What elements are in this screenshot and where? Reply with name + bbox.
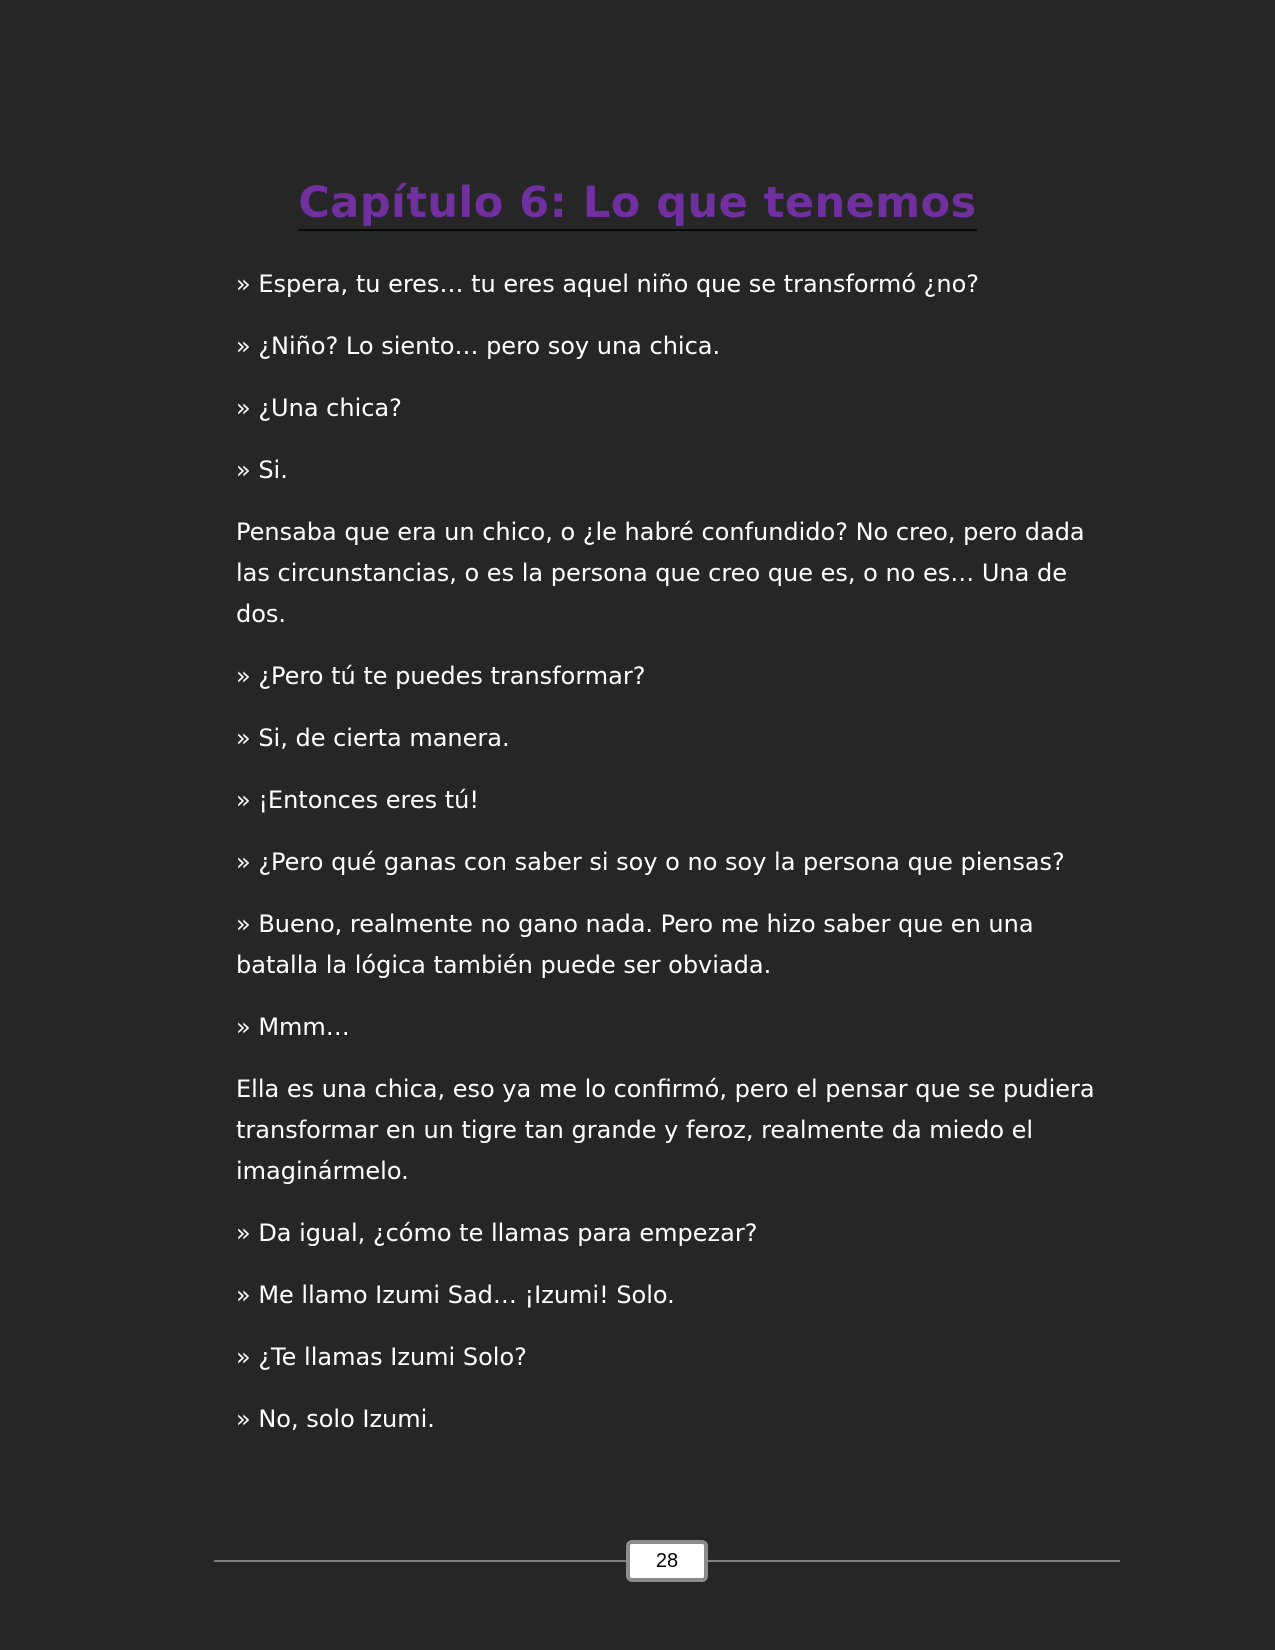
paragraph: » Me llamo Izumi Sad… ¡Izumi! Solo.: [236, 1281, 675, 1309]
paragraph: » Si.: [236, 456, 288, 484]
footer-rule-right: [708, 1560, 1120, 1562]
paragraph: » Da igual, ¿cómo te llamas para empezar?: [236, 1219, 758, 1247]
paragraph: » Si, de cierta manera.: [236, 724, 510, 752]
chapter-body: [236, 264, 1106, 1461]
paragraph: » No, solo Izumi.: [236, 1405, 435, 1433]
paragraph: » Mmm…: [236, 1013, 350, 1041]
paragraph: » ¡Entonces eres tú!: [236, 786, 479, 814]
paragraph: » ¿Pero qué ganas con saber si soy o no soy la persona que piensas?: [236, 848, 1065, 876]
paragraph: » ¿Pero tú te puedes transformar?: [236, 662, 646, 690]
page-number: 28: [626, 1540, 708, 1582]
footer-rule-left: [214, 1560, 626, 1562]
paragraph: » ¿Una chica?: [236, 394, 402, 422]
paragraph: » Espera, tu eres… tu eres aquel niño que se transformó ¿no?: [236, 270, 980, 298]
chapter-title: [0, 178, 1275, 231]
paragraph: » Bueno, realmente no gano nada. Pero me hizo saber que en una batalla la lógica también puede ser obviada.: [236, 910, 1034, 979]
paragraph: » ¿Niño? Lo siento… pero soy una chica.: [236, 332, 721, 360]
chapter-title-text: Capítulo 6: Lo que tenemos: [298, 178, 976, 231]
paragraph: Ella es una chica, eso ya me lo confirmó, pero el pensar que se pudiera transformar en un tigre tan grande y feroz, realmente da miedo el imaginármelo.: [236, 1075, 1095, 1185]
paragraph: Pensaba que era un chico, o ¿le habré confundido? No creo, pero dada las circunstancias, o es la persona que creo que es, o no es… Una de dos.: [236, 518, 1085, 628]
paragraph: » ¿Te llamas Izumi Solo?: [236, 1343, 527, 1371]
